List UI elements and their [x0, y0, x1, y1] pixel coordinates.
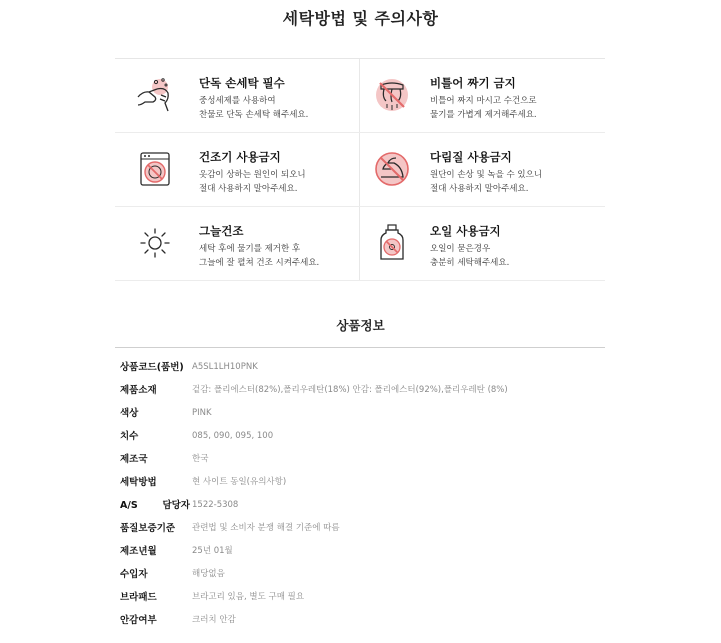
- care-heading: 다림질 사용금지: [430, 150, 512, 164]
- info-value: 겉감: 폴리에스터(82%),폴리우레탄(18%) 안감: 폴리에스터(92%),폴리우레탄 (8%): [192, 385, 508, 395]
- info-label: 제조국: [120, 454, 148, 465]
- info-row: [120, 613, 560, 628]
- info-row: [120, 475, 560, 490]
- care-row: [115, 133, 605, 207]
- info-row: [120, 406, 560, 421]
- info-row: [120, 452, 560, 467]
- info-row: [120, 567, 560, 582]
- care-desc-line: 물기를 가볍게 제거해주세요.: [430, 110, 537, 120]
- info-value: 크러치 안감: [192, 615, 236, 625]
- no-iron-icon: [372, 149, 412, 189]
- care-heading: 비틀어 짜기 금지: [430, 76, 516, 90]
- care-heading: 건조기 사용금지: [199, 150, 281, 164]
- care-section-title: 세탁방법 및 주의사항: [282, 9, 439, 28]
- care-desc-line: 옷감이 상하는 원인이 되오니: [199, 170, 306, 180]
- info-label: 상품코드(품번): [120, 362, 184, 373]
- care-instructions-grid: [115, 58, 605, 281]
- info-row: [120, 544, 560, 559]
- shade-dry-icon: [135, 223, 175, 263]
- care-desc-line: 충분히 세탁해주세요.: [430, 258, 510, 268]
- care-item-no-oil: [360, 207, 604, 280]
- info-label: 세탁방법: [120, 477, 157, 488]
- care-heading: 오일 사용금지: [430, 224, 501, 238]
- care-heading: 그늘건조: [199, 224, 244, 238]
- info-value: 해당없음: [192, 569, 225, 579]
- care-row: [115, 59, 605, 133]
- info-label: 품질보증기준: [120, 523, 176, 534]
- info-value: PINK: [192, 408, 212, 418]
- divider: [115, 347, 605, 348]
- care-item-shade-dry: [115, 207, 360, 280]
- info-row: [120, 521, 560, 536]
- care-item-no-iron: [360, 133, 604, 206]
- info-row: [120, 498, 560, 513]
- no-wring-icon: [372, 75, 412, 115]
- info-row: [120, 360, 560, 375]
- info-value: 085, 090, 095, 100: [192, 431, 274, 441]
- no-oil-icon: [372, 223, 412, 263]
- no-dryer-icon: [135, 149, 175, 189]
- care-desc-line: 세탁 후에 물기를 제거한 후: [199, 244, 301, 254]
- info-value: 1522-5308: [192, 500, 239, 510]
- care-item-hand-wash: [115, 59, 360, 132]
- info-label: 색상: [120, 408, 139, 419]
- info-value: A5SL1LH10PNK: [192, 362, 258, 372]
- care-desc-line: 중성세제를 사용하여: [199, 96, 276, 106]
- care-desc-line: 절대 사용하지 말아주세요.: [430, 184, 529, 194]
- info-value: 관련법 및 소비자 분쟁 해결 기준에 따름: [192, 523, 340, 533]
- info-label: 치수: [120, 431, 139, 442]
- care-desc-line: 절대 사용하지 말아주세요.: [199, 184, 298, 194]
- hand-wash-icon: [135, 75, 175, 115]
- info-label: 수입자: [120, 569, 148, 580]
- care-desc-line: 찬물로 단독 손세탁 해주세요.: [199, 110, 309, 120]
- care-desc-line: 비틀어 짜지 마시고 수건으로: [430, 96, 537, 106]
- care-item-no-wring: [360, 59, 604, 132]
- care-desc-line: 원단이 손상 및 녹을 수 있으니: [430, 170, 543, 180]
- care-row: [115, 207, 605, 281]
- care-desc-line: 그늘에 잘 펼쳐 건조 시켜주세요.: [199, 258, 320, 268]
- info-label: 제조년월: [120, 546, 157, 557]
- info-label: 안감여부: [120, 615, 157, 626]
- info-value: 25년 01월: [192, 546, 233, 556]
- info-value: 브라고리 있음, 별도 구매 필요: [192, 592, 305, 602]
- info-value: 현 사이트 동일(유의사항): [192, 477, 287, 487]
- info-row: [120, 590, 560, 605]
- info-label: A/S 담당자: [120, 500, 190, 511]
- care-desc-line: 오일이 묻은경우: [430, 244, 491, 254]
- info-value: 한국: [192, 454, 209, 464]
- care-heading: 단독 손세탁 필수: [199, 76, 285, 90]
- info-row: [120, 383, 560, 398]
- info-row: [120, 429, 560, 444]
- info-label: 브라패드: [120, 592, 157, 603]
- product-info-title: 상품정보: [336, 318, 385, 333]
- product-info-table: [120, 360, 560, 636]
- info-label: 제품소재: [120, 385, 157, 396]
- care-item-no-dryer: [115, 133, 360, 206]
